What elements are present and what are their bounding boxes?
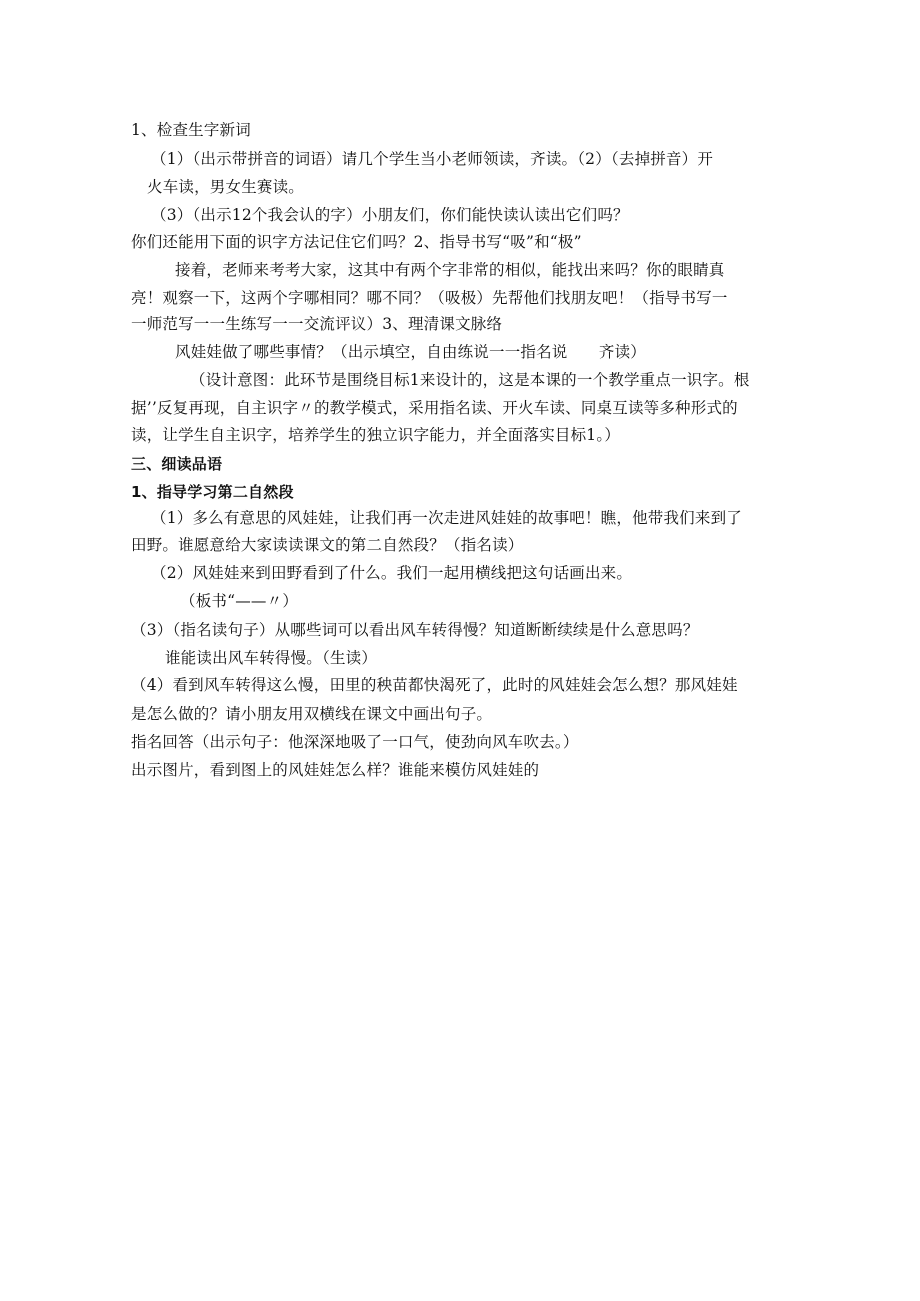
paragraph-line: （3）（出示12个我会认的字）小朋友们，你们能快读认读出它们吗？ bbox=[151, 206, 629, 224]
paragraph-line: （2）风娃娃来到田野看到了什么。我们一起用横线把这句话画出来。 bbox=[151, 564, 633, 582]
paragraph-line: 是怎么做的？请小朋友用双横线在课文中画出句子。 bbox=[131, 705, 493, 723]
paragraph-line: 谁能读出风车转得慢。（生读） bbox=[165, 649, 378, 667]
section-3-heading: 三、细读品语 bbox=[131, 455, 223, 473]
paragraph-line: （1）（出示带拼音的词语）请几个学生当小老师领读，齐读。（2）（去掉拼音）开 bbox=[151, 150, 714, 168]
paragraph-line: 你们还能用下面的识字方法记住它们吗？2、指导书写“吸”和“极” bbox=[131, 233, 582, 251]
paragraph-line: 火车读，男女生赛读。 bbox=[147, 178, 305, 196]
paragraph-line: 风娃娃做了哪些事情？（出示填空，自由练说一一指名说 齐读） bbox=[175, 343, 647, 361]
paragraph-line: （3）（指名读句子）从哪些词可以看出风车转得慢？知道断断续续是什么意思吗？ bbox=[131, 621, 699, 639]
design-intent-line: （设计意图：此环节是围绕目标1来设计的，这是本课的一个教学重点一识字。根 bbox=[190, 371, 750, 389]
paragraph-line: （4）看到风车转得这么慢，田里的秧苗都快渴死了，此时的风娃娃会怎么想？那风娃娃 bbox=[131, 676, 738, 694]
paragraph-line: 亮！观察一下，这两个字哪相同？哪不同？（吸极）先帮他们找朋友吧！（指导书写一 bbox=[131, 289, 728, 307]
subsection-heading: 1、指导学习第二自然段 bbox=[131, 483, 294, 501]
section-1-heading: 1、检查生字新词 bbox=[131, 121, 251, 139]
paragraph-line: 接着，老师来考考大家，这其中有两个字非常的相似，能找出来吗？你的眼睛真 bbox=[175, 261, 725, 279]
paragraph-line: 出示图片，看到图上的风娃娃怎么样？谁能来模仿风娃娃的 bbox=[131, 761, 540, 779]
paragraph-line: （1）多么有意思的风娃娃，让我们再一次走进风娃娃的故事吧！瞧，他带我们来到了 bbox=[151, 509, 742, 527]
design-intent-line: 据’’反复再现，自主识字〃的教学模式，采用指名读、开火车读、同桌互读等多种形式的 bbox=[131, 399, 738, 417]
design-intent-line: 读，让学生自主识字，培养学生的独立识字能力，并全面落实目标1。） bbox=[131, 426, 621, 444]
paragraph-line: 一师范写一一生练写一一交流评议）3、理清课文脉络 bbox=[131, 315, 503, 333]
board-note-line: （板书“——〃） bbox=[180, 592, 299, 610]
paragraph-line: 指名回答（出示句子：他深深地吸了一口气，使劲向风车吹去。） bbox=[131, 733, 579, 751]
paragraph-line: 田野。谁愿意给大家读读课文的第二自然段？（指名读） bbox=[131, 536, 524, 554]
